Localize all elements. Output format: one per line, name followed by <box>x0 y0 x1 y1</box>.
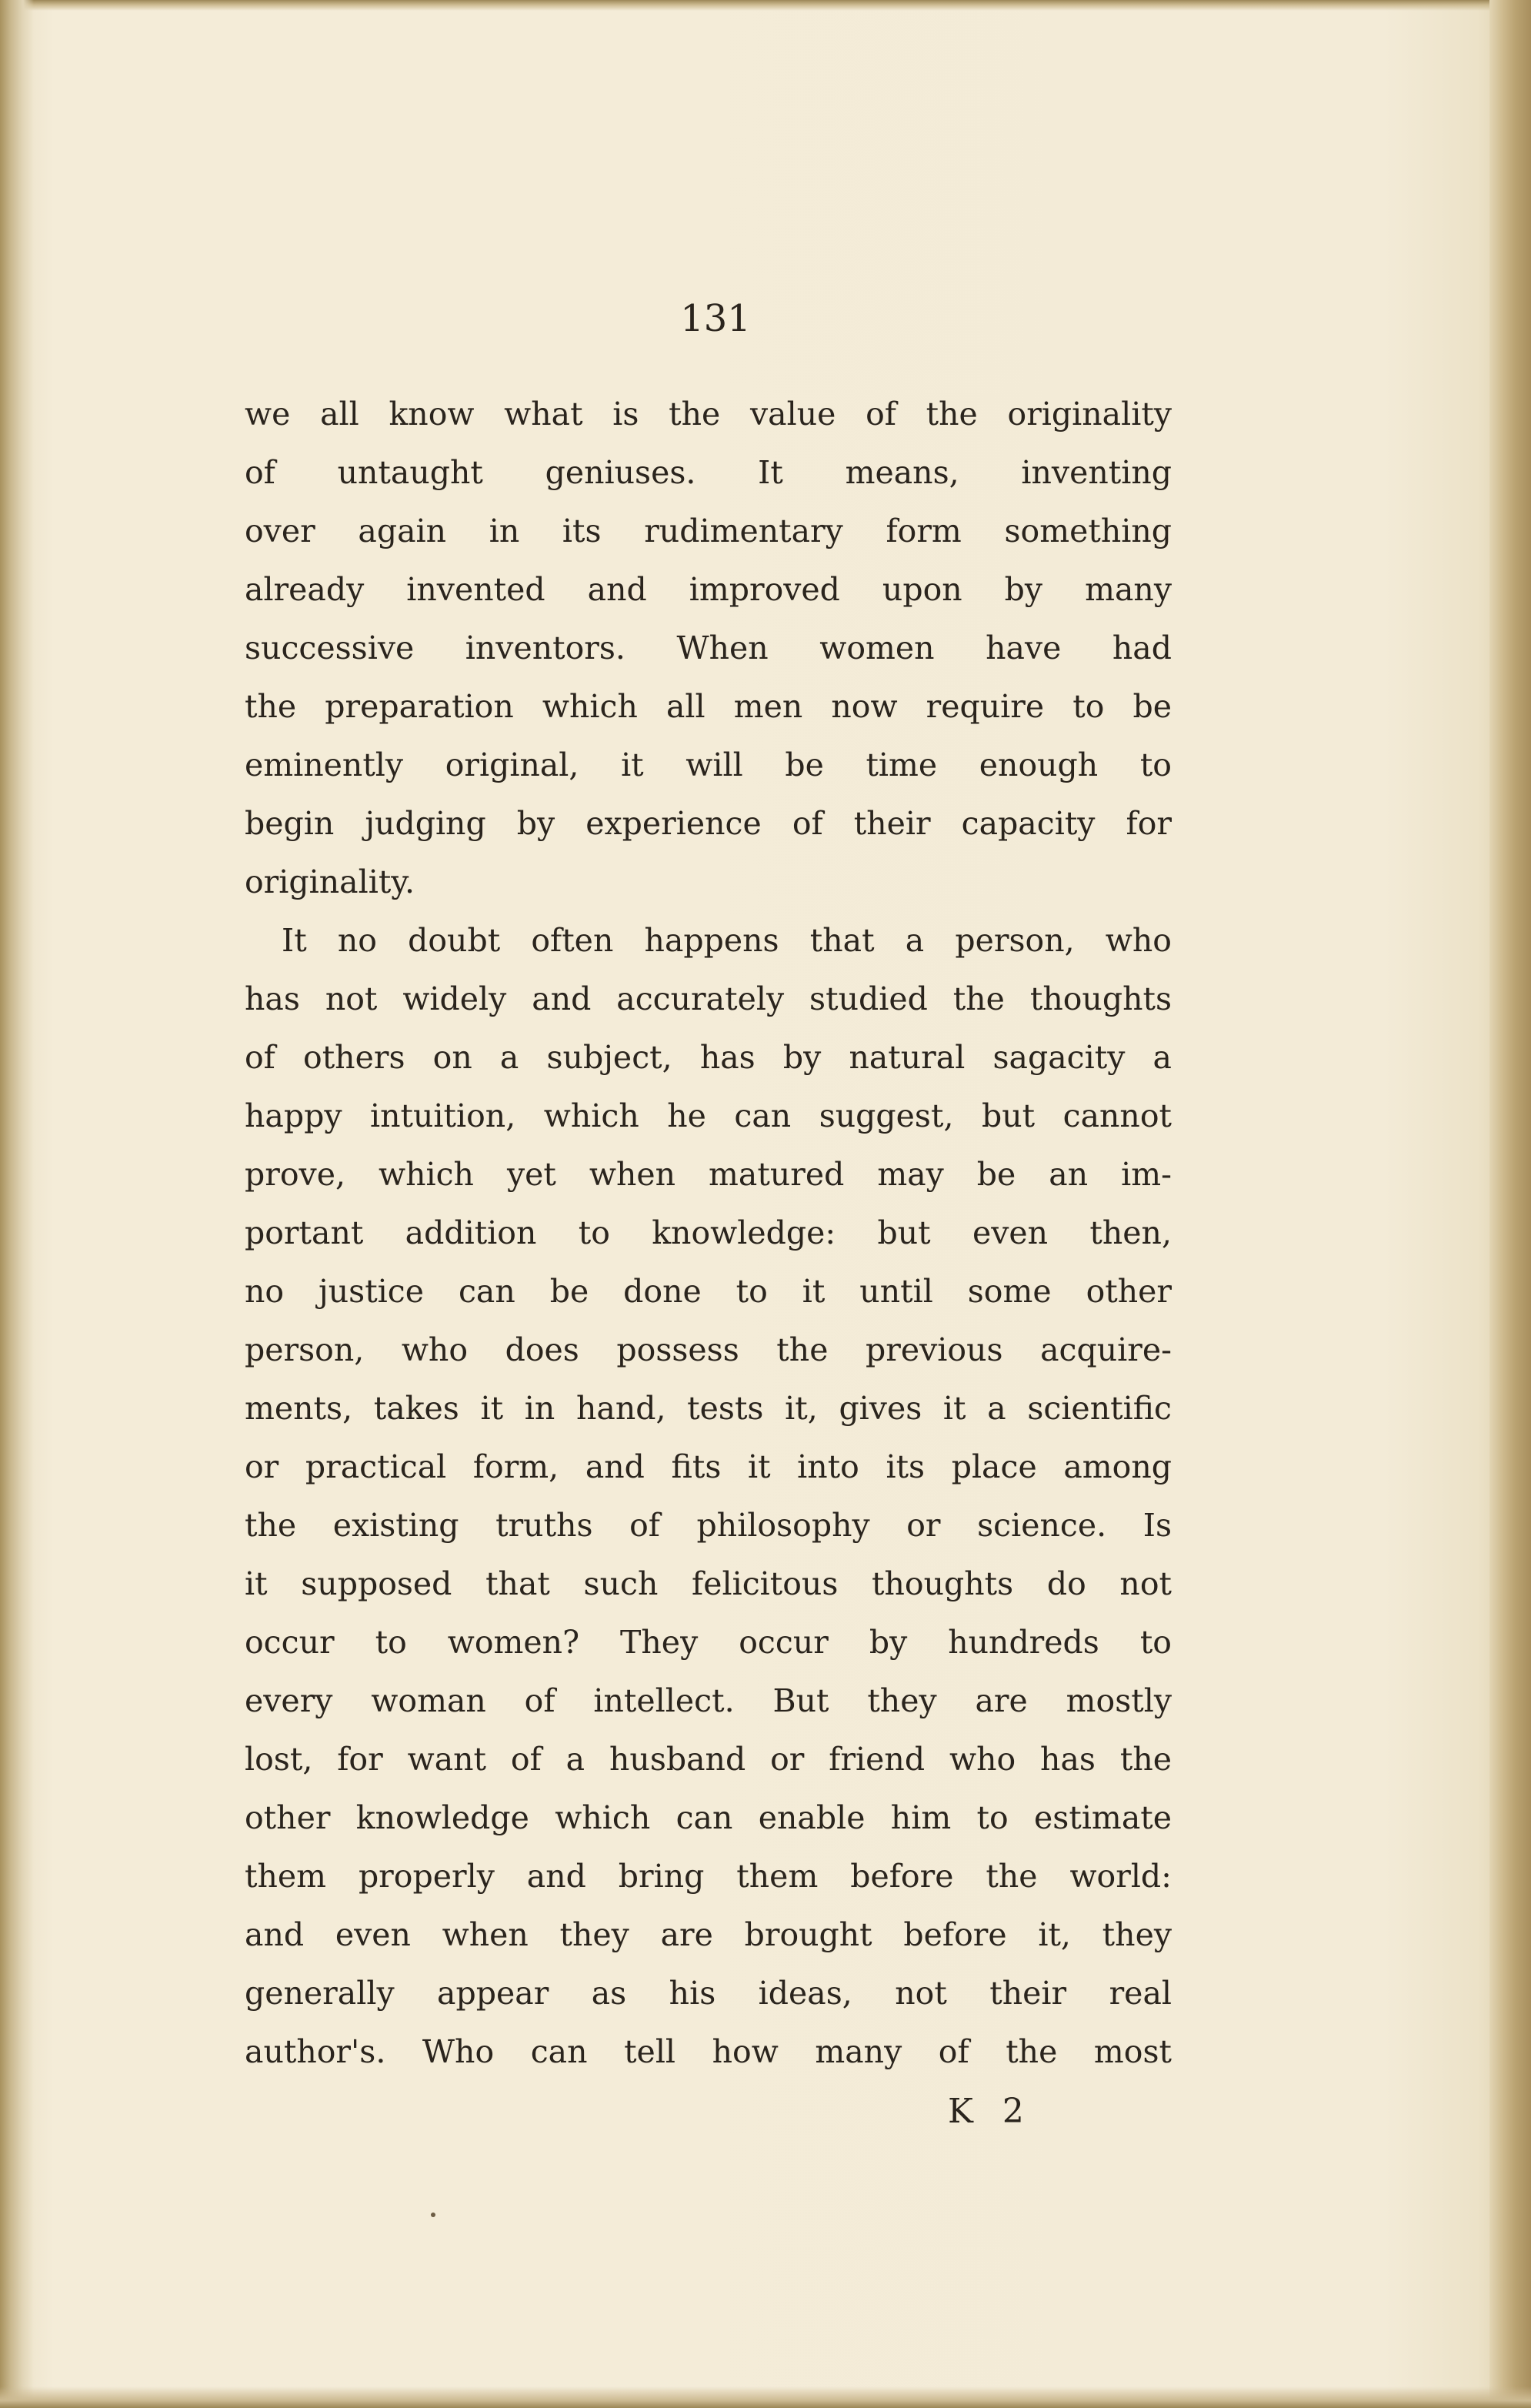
text-line: every woman of intellect. But they are mostly <box>245 1682 1172 1719</box>
text-line: of untaught geniuses. It means, inventing <box>245 454 1172 491</box>
text-line: happy intuition, which he can suggest, but cannot <box>245 1097 1172 1134</box>
body-text <box>245 385 1172 2081</box>
page-bottom-edge <box>0 2386 1531 2408</box>
text-line: them properly and bring them before the world: <box>245 1858 1172 1895</box>
text-line: or practical form, and fits it into its place among <box>245 1448 1172 1485</box>
text-line: begin judging by experience of their capacity for <box>245 805 1172 842</box>
text-line: occur to women? They occur by hundreds to <box>245 1624 1172 1661</box>
page-number: 131 <box>680 297 751 340</box>
text-line: other knowledge which can enable him to estimate <box>245 1799 1172 1836</box>
text-line: and even when they are brought before it, they <box>245 1916 1172 1953</box>
text-line: has not widely and accurately studied the thoughts <box>245 980 1172 1017</box>
text-line: the preparation which all men now require to be <box>245 688 1172 725</box>
page-left-gutter <box>0 0 34 2408</box>
text-line: author's. Who can tell how many of the most <box>245 2033 1172 2070</box>
text-line: portant addition to knowledge: but even then, <box>245 1214 1172 1251</box>
paper-speck <box>431 2213 435 2217</box>
text-line: over again in its rudimentary form something <box>245 513 1172 549</box>
text-line: generally appear as his ideas, not their real <box>245 1975 1172 2012</box>
text-line: lost, for want of a husband or friend who has the <box>245 1741 1172 1778</box>
text-line: originality. <box>245 863 415 900</box>
text-line: we all know what is the value of the originality <box>245 396 1172 433</box>
signature-mark: K 2 <box>948 2092 1033 2131</box>
page-right-fore-edge <box>1489 0 1531 2408</box>
page-top-edge <box>0 0 1531 11</box>
text-line: successive inventors. When women have had <box>245 630 1172 666</box>
text-line: person, who does possess the previous acquire- <box>245 1331 1172 1368</box>
paragraph-start-line: It no doubt often happens that a person, who <box>282 922 1172 959</box>
text-line: no justice can be done to it until some other <box>245 1273 1172 1310</box>
text-line: of others on a subject, has by natural sagacity a <box>245 1039 1172 1076</box>
text-line: it supposed that such felicitous thoughts do not <box>245 1565 1172 1602</box>
text-line: prove, which yet when matured may be an im- <box>245 1156 1172 1193</box>
text-line: already invented and improved upon by many <box>245 571 1172 608</box>
text-line: the existing truths of philosophy or science. Is <box>245 1507 1172 1544</box>
text-line: eminently original, it will be time enough to <box>245 746 1172 783</box>
text-line: ments, takes it in hand, tests it, gives it a scientific <box>245 1390 1172 1427</box>
